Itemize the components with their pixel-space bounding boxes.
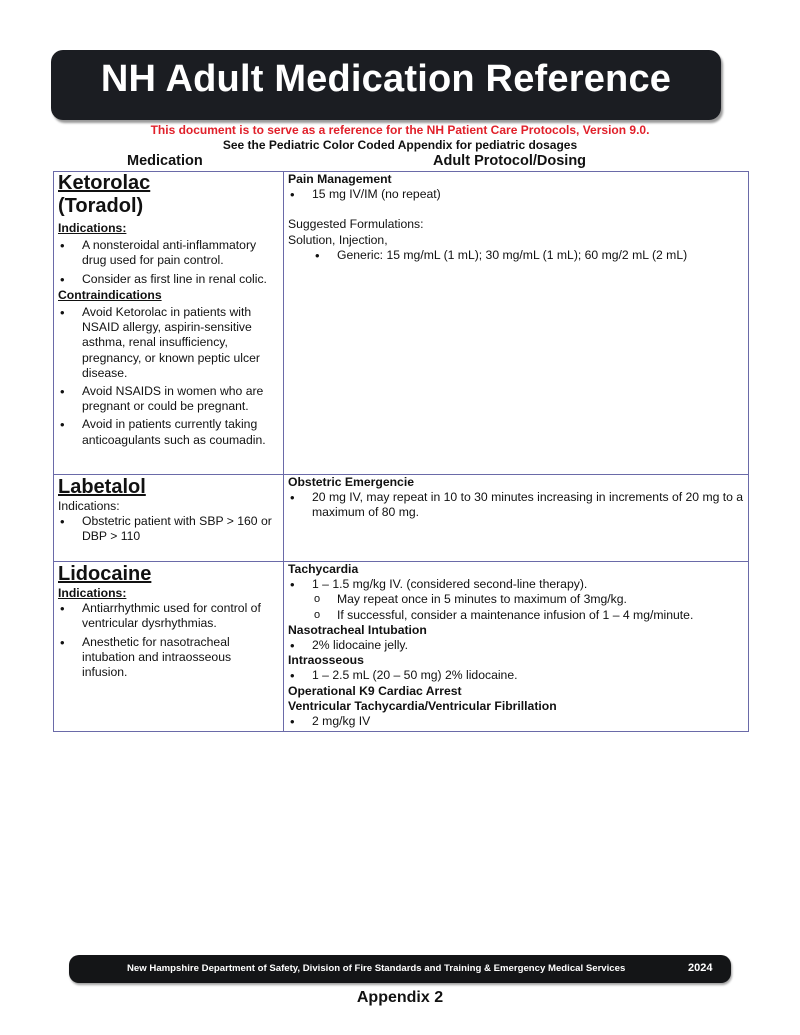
protocol-heading: Pain Management — [288, 172, 392, 186]
protocol-list — [288, 577, 744, 592]
indications-list — [58, 514, 279, 544]
reference-notice: This document is to serve as a reference for the NH Patient Care Protocols, Version 9.0. — [150, 123, 650, 137]
protocol-list — [288, 490, 744, 520]
table-row-ketorolac — [54, 172, 749, 475]
medication-cell — [54, 562, 284, 732]
table-row-labetalol — [54, 475, 749, 562]
title-banner — [51, 50, 721, 120]
list-item: • 15 mg IV/IM (no repeat) — [288, 187, 744, 202]
list-item: • Generic: 15 mg/mL (1 mL); 30 mg/mL (1 mL); 60 mg/2 mL (2 mL) — [288, 248, 744, 263]
protocol-cell — [284, 475, 749, 562]
protocol-list — [288, 714, 744, 729]
contraindications-label: Contraindications — [58, 287, 162, 302]
pediatric-notice: See the Pediatric Color Coded Appendix for pediatric dosages — [222, 138, 578, 152]
footer-year: 2024 — [688, 962, 713, 974]
protocol-heading-tachycardia: Tachycardia — [288, 562, 359, 576]
indications-label: Indications: — [58, 499, 120, 513]
list-item: • A nonsteroidal anti-inflammatory drug used for pain control. — [58, 238, 279, 268]
medication-cell — [54, 172, 284, 475]
appendix-label: Appendix 2 — [356, 989, 444, 1006]
list-item: • 20 mg IV, may repeat in 10 to 30 minutes increasing in increments of 20 mg to a maximum of 80 mg. — [288, 490, 744, 520]
list-item: • Antiarrhythmic used for control of ventricular dysrhythmias. — [58, 601, 279, 631]
medication-table — [53, 171, 749, 732]
list-item: • Obstetric patient with SBP > 160 or DBP > 110 — [58, 514, 279, 544]
indications-list — [58, 238, 279, 287]
indications-list — [58, 601, 279, 680]
indications-label: Indications: — [58, 586, 127, 600]
list-item: • 2 mg/kg IV — [288, 714, 744, 729]
protocol-heading-nasotracheal: Nasotracheal Intubation — [288, 622, 427, 637]
column-header-medication: Medication — [127, 153, 203, 169]
protocol-sublist — [288, 592, 744, 622]
protocol-heading-intraosseous: Intraosseous — [288, 653, 364, 668]
drug-name: Labetalol — [58, 476, 146, 498]
table-row-lidocaine — [54, 562, 749, 732]
list-item: • Avoid in patients currently taking anticoagulants such as coumadin. — [58, 417, 279, 447]
page-title: NH Adult Medication Reference — [100, 58, 672, 100]
footer-banner — [69, 955, 731, 983]
protocol-list — [288, 187, 744, 202]
list-item: o May repeat once in 5 minutes to maximum of 3mg/kg. — [288, 592, 744, 607]
protocol-heading: Obstetric Emergencie — [288, 475, 414, 489]
drug-name: Lidocaine — [58, 563, 152, 585]
list-item: • 1 – 2.5 mL (20 – 50 mg) 2% lidocaine. — [288, 668, 744, 683]
formulations-list — [288, 248, 744, 263]
medication-cell — [54, 475, 284, 562]
protocol-cell — [284, 562, 749, 732]
formulations-type: Solution, Injection, — [288, 232, 388, 247]
footer-agency: New Hampshire Department of Safety, Division of Fire Standards and Training & Emergency Medical Services — [127, 963, 626, 974]
protocol-list — [288, 638, 744, 653]
column-header-protocol: Adult Protocol/Dosing — [433, 153, 587, 169]
indications-label: Indications: — [58, 221, 127, 235]
list-item: o If successful, consider a maintenance infusion of 1 – 4 mg/minute. — [288, 608, 744, 623]
protocol-cell — [284, 172, 749, 475]
contraindications-list — [58, 305, 279, 448]
list-item: • 1 – 1.5 mg/kg IV. (considered second-line therapy). — [288, 577, 744, 592]
protocol-heading-k9: Operational K9 Cardiac Arrest — [288, 683, 462, 698]
list-item: • Consider as first line in renal colic. — [58, 272, 279, 287]
drug-name: Ketorolac — [58, 172, 151, 194]
drug-alt-name: (Toradol) — [58, 195, 144, 217]
list-item: • 2% lidocaine jelly. — [288, 638, 744, 653]
protocol-heading-vt-vf: Ventricular Tachycardia/Ventricular Fibrillation — [288, 698, 557, 713]
list-item: • Anesthetic for nasotracheal intubation and intraosseous infusion. — [58, 635, 279, 681]
protocol-list — [288, 668, 744, 683]
list-item: • Avoid Ketorolac in patients with NSAID allergy, aspirin-sensitive asthma, renal insufficiency, pregnancy, or known peptic ulcer disease. — [58, 305, 279, 381]
list-item: • Avoid NSAIDS in women who are pregnant or could be pregnant. — [58, 384, 279, 414]
formulations-label: Suggested Formulations: — [288, 217, 424, 232]
